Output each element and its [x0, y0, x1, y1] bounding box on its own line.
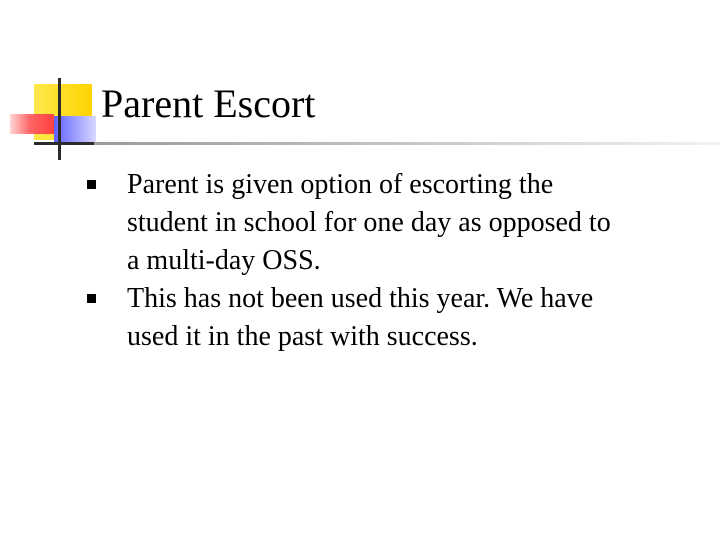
bullet-item [87, 280, 687, 356]
bullet-line: student in school for one day as opposed to [127, 207, 611, 238]
bullet-line: This has not been used this year. We have [127, 283, 594, 314]
bullet-line: Parent is given option of escorting the [127, 169, 554, 200]
vertical-rule [58, 78, 61, 160]
bullet-line: used it in the past with success. [127, 321, 478, 352]
square-bullet-icon [87, 294, 96, 303]
title-underline [94, 142, 720, 145]
bullet-item [87, 166, 687, 280]
slide-title: Parent Escort [101, 81, 316, 126]
red-bar [10, 114, 54, 134]
horizontal-rule [34, 142, 100, 145]
bullet-line: a multi-day OSS. [127, 245, 321, 276]
square-bullet-icon [87, 180, 96, 189]
bullet-list [87, 166, 687, 356]
